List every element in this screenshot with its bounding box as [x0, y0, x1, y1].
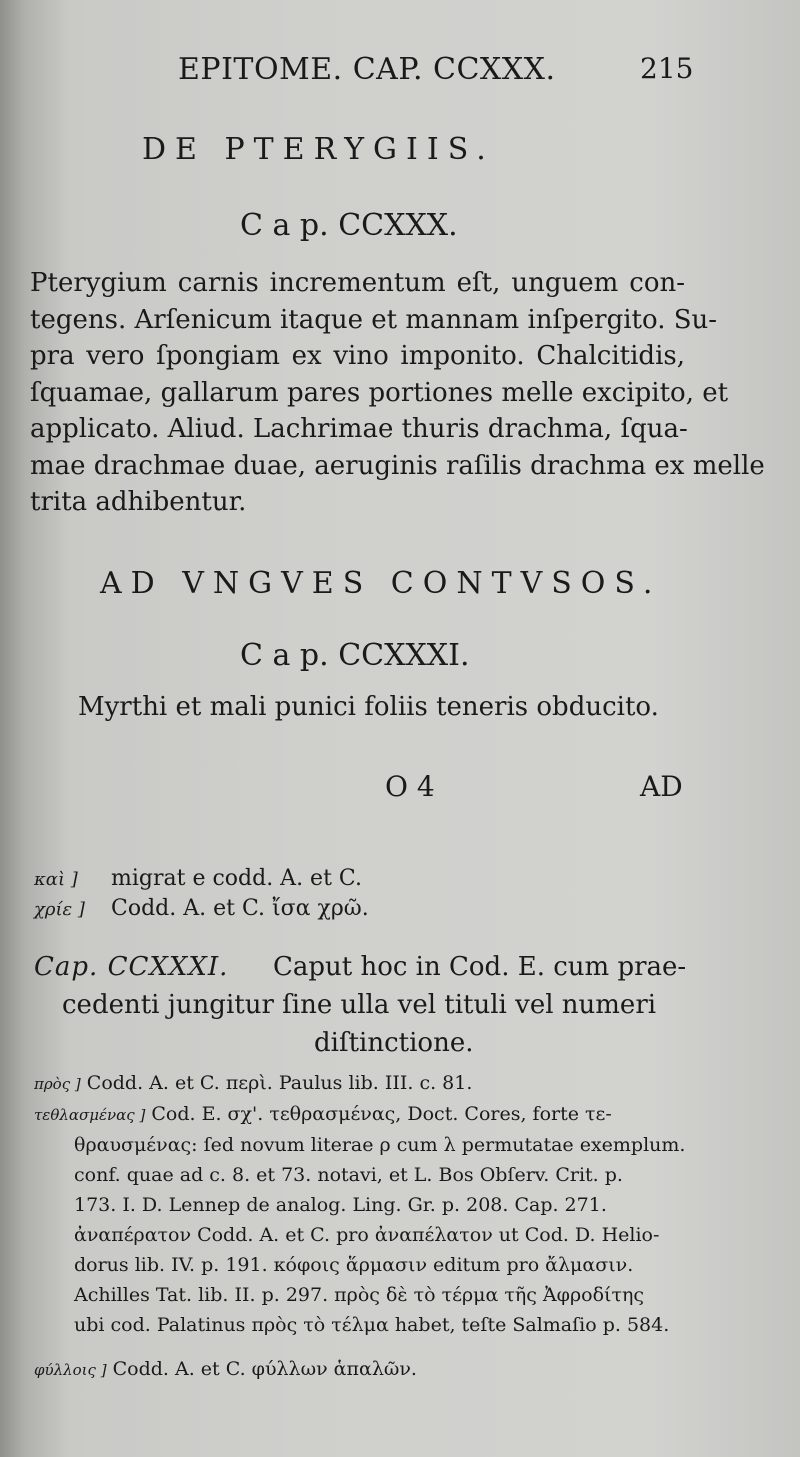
- footnote-text: dorus lib. IV. p. 191. κόφοις ἅρμασιν editum pro ἄλμασιν.: [74, 1254, 634, 1276]
- chapter-note: [34, 948, 687, 1062]
- footnote-line: [34, 1099, 684, 1130]
- section-title-pterygiis: DE PTERYGIIS.: [142, 132, 495, 167]
- body-paragraph-ungues: Myrthi et mali punici foliis teneris obducito.: [78, 692, 659, 722]
- footnote-key: καὶ ]: [34, 869, 78, 890]
- signature-mark: O 4: [385, 770, 435, 803]
- footnote-text: Achilles Tat. lib. II. p. 297. πρὸς δὲ τὸ τέρμα τῆς Ἀφροδίτης: [74, 1284, 644, 1306]
- chapter-heading-ccxxxi: C a p. CCXXXI.: [240, 638, 470, 673]
- text-line: tegens. Arſenicum itaque et mannam inſpergito. Su-: [30, 304, 718, 335]
- footnote-key: τεθλασμένας ]: [34, 1106, 146, 1124]
- footnote-text: migrat e codd. A. et C.: [111, 866, 362, 891]
- footnote-key: χρίε ]: [34, 899, 85, 920]
- footnote-text: Codd. A. et C. ἴσα χρῶ.: [111, 896, 369, 921]
- text-line: mae drachmae duae, aeruginis raſilis drachma ex melle: [30, 450, 765, 481]
- text-line: trita adhibentur.: [30, 487, 247, 517]
- footnote-key: πρὸς ]: [34, 1075, 81, 1093]
- footnote-line: [34, 1354, 684, 1385]
- running-title: EPITOME. CAP. CCXXX.: [178, 52, 556, 87]
- section-title-ungues: AD VNGVES CONTVSOS.: [100, 566, 662, 601]
- footnote-text: conf. quae ad c. 8. et 73. notavi, et L. Bos Obſerv. Crit. p.: [74, 1164, 623, 1186]
- footnote-line: [34, 1068, 684, 1099]
- footnote-line: [34, 866, 362, 891]
- text-line: ſquamae, gallarum pares portiones melle excipito, et: [30, 377, 729, 408]
- footnote-text: 173. I. D. Lennep de analog. Ling. Gr. p. 208. Cap. 271.: [74, 1194, 607, 1216]
- footnote-text: Codd. A. et C. φύλλων ἁπαλῶν.: [112, 1358, 417, 1380]
- chapter-note-text: Caput hoc in Cod. E. cum prae-: [272, 952, 687, 982]
- footnote-text: θραυσμένας: ſed novum literae ρ cum λ permutatae exemplum.: [74, 1134, 686, 1156]
- footnote-line: [34, 896, 369, 921]
- text-line: applicato. Aliud. Lachrimae thuris drachma, ſqua-: [30, 414, 688, 444]
- footnote-key: φύλλοις ]: [34, 1361, 107, 1379]
- text-line: Pterygium carnis incrementum eſt, unguem con-: [30, 268, 685, 298]
- footnote-text: ἀναπέρατον Codd. A. et C. pro ἀναπέλατον ut Cod. D. Helio-: [74, 1224, 660, 1246]
- footnote-text: ubi cod. Palatinus πρὸς τὸ τέλμα habet, teſte Salmaſio p. 584.: [74, 1314, 670, 1336]
- footnotes-lower: [34, 1068, 684, 1385]
- catchword: AD: [640, 770, 683, 803]
- chapter-note-line: cedenti jungitur ſine ulla vel tituli vel numeri: [62, 990, 657, 1020]
- text-line: pra vero ſpongiam ex vino imponito. Chalcitidis,: [30, 341, 685, 371]
- body-paragraph-pterygiis: [30, 265, 765, 521]
- chapter-note-head: Cap. CCXXXI.: [34, 952, 229, 982]
- footnote-text: Cod. E. σχ'. τεθρασμένας, Doct. Cores, forte τε-: [151, 1103, 612, 1125]
- page-number: 215: [640, 52, 694, 85]
- chapter-heading-ccxxx: C a p. CCXXX.: [240, 208, 458, 243]
- chapter-note-line: diſtinctione.: [314, 1028, 474, 1058]
- footnote-text: Codd. A. et C. περὶ. Paulus lib. III. c. 81.: [86, 1072, 473, 1094]
